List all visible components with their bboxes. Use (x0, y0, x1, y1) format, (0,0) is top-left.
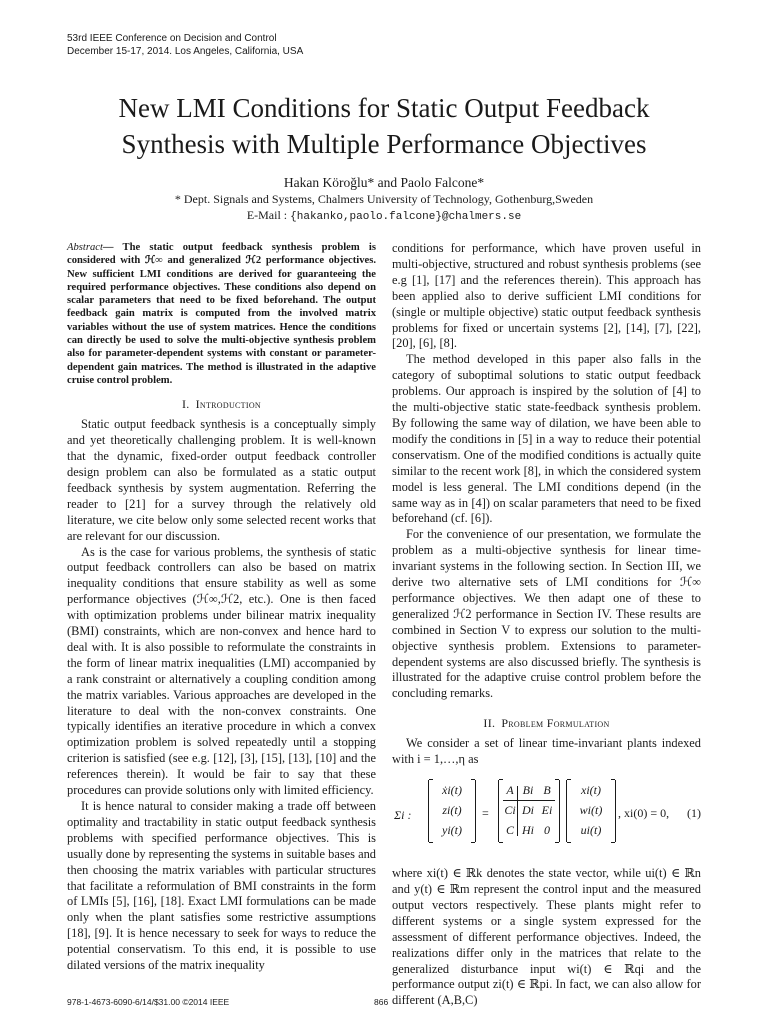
author-affiliation: * Dept. Signals and Systems, Chalmers University of Technology, Gothenburg,Sweden (174, 192, 594, 206)
right-paragraph-1: conditions for performance, which have proven useful in multi-objective, structured and robust synthesis problems (see e.g [1], [17] and the references therein). This approach has been applied also to derive sufficient LMI conditions for (single or multiple objective) static output feedback synthesis problems for fixed or uncertain systems [2], [14], [7], [22], [20], [6], [8]. (392, 241, 701, 351)
matrix-row (499, 820, 559, 840)
matrix-row (499, 780, 559, 800)
abstract-label: Abstract (67, 242, 103, 253)
right-paragraph-3: For the convenience of our presentation, we formulate the problem as a multi-objective synthesis for linear time-invariant systems in the following section. In Section III, we derive two alternative sets of LMI conditions for ℋ∞ performance objectives. We then adapt one of these to generalized ℋ2 performance in Section IV. These results are combined in Section V to express our solution to the multi-objective synthesis problem. Extensions to parameter-dependent systems are also discussed briefly. The synthesis is illustrated for the adaptive cruise control problem before the concluding remarks. (392, 527, 701, 701)
intro-paragraph-2: As is the case for various problems, the synthesis of static output feedback controllers can also be based on matrix inequality conditions that ensure stability as well as some performance objectives (ℋ∞,ℋ2, etc.). One is then faced with optimization problems under bilinear matrix inequality (BMI) constraints, which are non-convex and hence hard to deal with. It is also possible to reformulate the constraints in the form of linear matrix inequalities (LMI) accompanied by a rank constraint or alternatively a coupling condition among the matrix variables. Various approaches are developed in the literature to deal with the non-convex constraints. One typically identifies an iterative procedure in which a convex optimization problem is solved repeatedly until a stopping criterion is satisfied (see e.g. [12], [3], [15], [13], [10] and the references therein). It would be fair to say that these procedures can provide solutions only with limited efficiency. (67, 544, 376, 798)
matrix-entry: Hi (522, 823, 534, 838)
intro-paragraph-1: Static output feedback synthesis is a conceptually simply and yet theoretically challenging problem. It is well-known that the dynamic, fixed-order output feedback controller design problem can also be formulated as a static output feedback synthesis by system augmentation. Referring the reader to [21] for a survey through the relatively old literature, we cite below only some selected recent works that are relevant for our discussion. (67, 417, 376, 543)
left-column (67, 241, 376, 974)
equation-initial-condition: , xi(0) = 0, (618, 806, 670, 821)
right-paragraph-2: The method developed in this paper also falls in the category of suboptimal solutions to static output feedback problems. Our approach is inspired by the solution of [4] to the multi-objective static state-feedback synthesis problem. By following the same way of dilation, we have been able to modify the conditions in [5] in a way to reduce their potential conservatism. One of the modified conditions is actually quite similar to the recent work [8], in which the considered system model is less general. The LMI conditions depend (in the same way as in [4]) on scalar parameters that need to be fixed beforehand (cf. [6]). (392, 352, 701, 526)
author-names: Hakan Köroğlu* and Paolo Falcone* (283, 175, 485, 190)
vector-entry: ẋi(t) (442, 783, 462, 798)
vector-entry: xi(t) (581, 783, 601, 798)
section-heading-problem-formulation (392, 716, 701, 730)
matrix-entry: Bi (522, 783, 534, 798)
equals-sign: = (482, 806, 489, 821)
page-number: 866 (374, 997, 389, 1007)
abstract-text: — The static output feedback synthesis problem is considered with ℋ∞ and generalized ℋ2 performance objectives. New sufficient LMI conditions are derived for guaranteeing the required performance objectives. These conditions also depend on scalar parameters that need to be fixed beforehand. The output feedback gain matrix is computed from the involved matrix variables without the use of system matrices. Hence the conditions can directly be used to solve the multi-objective synthesis problem also for parameter-dependent systems with constant or parameter-dependent gain matrices. The method is illustrated in the adaptive cruise control problem. (67, 242, 376, 386)
footer-isbn: 978-1-4673-6090-6/14/$31.00 ©2014 IEEE (67, 997, 230, 1007)
matrix-entry: Ci (504, 803, 516, 818)
email-address: {hakanko,paolo.falcone}@chalmers.se (290, 211, 522, 223)
left-vector (428, 780, 476, 842)
matrix-entry: B (543, 783, 551, 798)
right-vector (566, 780, 616, 842)
system-matrix (498, 780, 560, 842)
paper-title (40, 90, 728, 162)
problem-paragraph: where xi(t) ∈ ℝk denotes the state vector, while ui(t) ∈ ℝn and y(t) ∈ ℝm represent the control input and the measured output vectors respectively. These plants might refer to different systems or a single system expressed for the assessment of different performance objectives. Indeed, the realizations differ only in the matrices that relate to the generalized disturbance input wi(t) ∈ ℝqi and the performance output zi(t) ∈ ℝpi. In fact, we can also allow for different (A,B,C) (392, 866, 701, 1008)
matrix-entry: Ei (541, 803, 553, 818)
equation-1 (392, 778, 701, 856)
section-number: II. (483, 716, 496, 731)
section-number: I. (182, 397, 190, 412)
matrix-row (499, 800, 559, 820)
vector-entry: ui(t) (580, 823, 602, 838)
section-title: Introduction (195, 397, 261, 412)
vector-entry: wi(t) (579, 803, 603, 818)
matrix-entry: A (506, 783, 514, 798)
title-line-2: Synthesis with Multiple Performance Objectives (121, 129, 647, 159)
intro-paragraph-3: It is hence natural to consider making a trade off between optimality and tractability in static output feedback synthesis problems with specified performance objectives. This is usually done by representing the systems in suitable bases and then choosing the matrix variables with particular structures that facilitate a reformulation of BMI constraints in the form of LMIs [5], [16], [18]. Exact LMI formulations can be made only when the plant satisfies some restrictive assumptions [18], [9]. It is hence necessary to seek for ways to reduce the potential conservatism. To this end, it is possible to use dilated versions of the matrix inequality (67, 799, 376, 973)
section-title: Problem Formulation (501, 716, 610, 731)
matrix-entry: 0 (544, 823, 550, 838)
vector-entry: yi(t) (442, 823, 462, 838)
author-email (0, 207, 768, 225)
vector-entry: zi(t) (442, 803, 462, 818)
equation-lhs-label: Σi : (394, 808, 412, 823)
conference-header (67, 33, 303, 58)
matrix-row-separator (503, 800, 555, 801)
equation-number: (1) (687, 806, 701, 821)
matrix-entry: C (505, 823, 514, 838)
email-label: E-Mail : (246, 208, 291, 222)
section-heading-introduction (67, 397, 376, 411)
matrix-entry: Di (522, 803, 534, 818)
title-line-1: New LMI Conditions for Static Output Feedback (118, 93, 650, 123)
right-column (392, 241, 701, 1009)
matrix-column-separator (517, 786, 518, 836)
conference-name: 53rd IEEE Conference on Decision and Control (67, 33, 277, 44)
problem-intro: We consider a set of linear time-invariant plants indexed with i = 1,…,η as (392, 736, 701, 767)
conference-location: December 15-17, 2014. Los Angeles, California, USA (67, 45, 304, 57)
abstract (67, 241, 376, 387)
